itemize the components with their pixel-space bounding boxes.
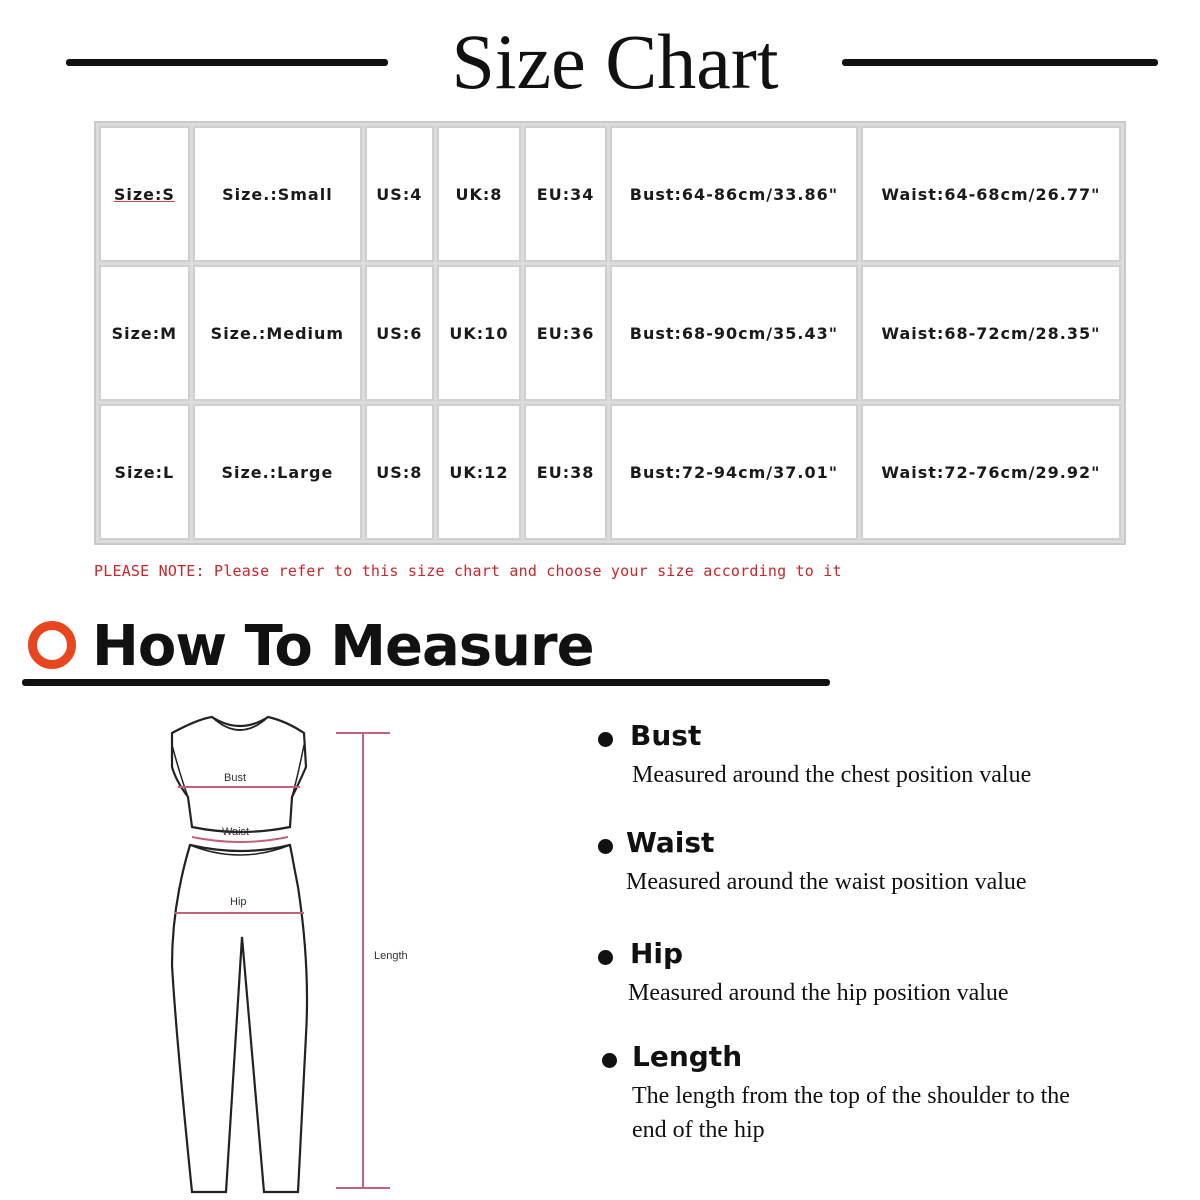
table-cell: Waist:68-72cm/28.35" [861,265,1121,401]
length-label: Length [374,950,408,962]
page-title: Size Chart [451,18,779,105]
table-cell: Size:S [99,126,190,262]
table-cell: Size:L [99,404,190,540]
title-rule-left [66,59,388,66]
table-cell: US:4 [365,126,434,262]
table-row [99,126,1121,262]
hip-label: Hip [230,896,247,908]
table-cell: Size:M [99,265,190,401]
bullet-icon [602,1053,617,1068]
table-cell: EU:34 [524,126,607,262]
section-title: How To Measure [92,614,594,679]
ring-icon [28,621,76,669]
bullet-icon [598,732,613,747]
armhole-right [292,745,304,797]
table-cell: UK:12 [437,404,522,540]
measure-desc: Measured around the waist position value [626,869,1027,895]
table-cell: Waist:64-68cm/26.77" [861,126,1121,262]
table-row [99,404,1121,540]
measure-name: Length [632,1040,743,1073]
title-rule-right [842,59,1158,66]
table-row [99,265,1121,401]
table-cell: Bust:72-94cm/37.01" [610,404,858,540]
jumpsuit-figure [150,705,440,1200]
measure-name: Hip [630,937,684,970]
bust-label: Bust [224,772,247,784]
table-cell: UK:10 [437,265,522,401]
table-cell: Waist:72-76cm/29.92" [861,404,1121,540]
bullet-icon [598,950,613,965]
table-cell: EU:38 [524,404,607,540]
measure-name: Bust [630,719,702,752]
table-cell: EU:36 [524,265,607,401]
table-cell: US:8 [365,404,434,540]
measure-desc: Measured around the hip position value [628,980,1009,1006]
table-cell: Bust:68-90cm/35.43" [610,265,858,401]
table-cell: Size.:Small [193,126,362,262]
size-note: PLEASE NOTE: Please refer to this size chart and choose your size according to it [94,562,842,580]
table-cell: UK:8 [437,126,522,262]
measure-name: Waist [626,826,715,859]
neckline [212,717,268,730]
size-table [94,121,1126,545]
table-cell: Size.:Large [193,404,362,540]
table-cell: Size.:Medium [193,265,362,401]
measure-desc: The length from the top of the shoulder to the end of the hip [632,1083,1070,1143]
section-rule [22,679,830,686]
table-cell: US:6 [365,265,434,401]
table-cell: Bust:64-86cm/33.86" [610,126,858,262]
bullet-icon [598,839,613,854]
waist-label: Waist [222,826,250,838]
measure-desc: Measured around the chest position value [632,762,1032,788]
